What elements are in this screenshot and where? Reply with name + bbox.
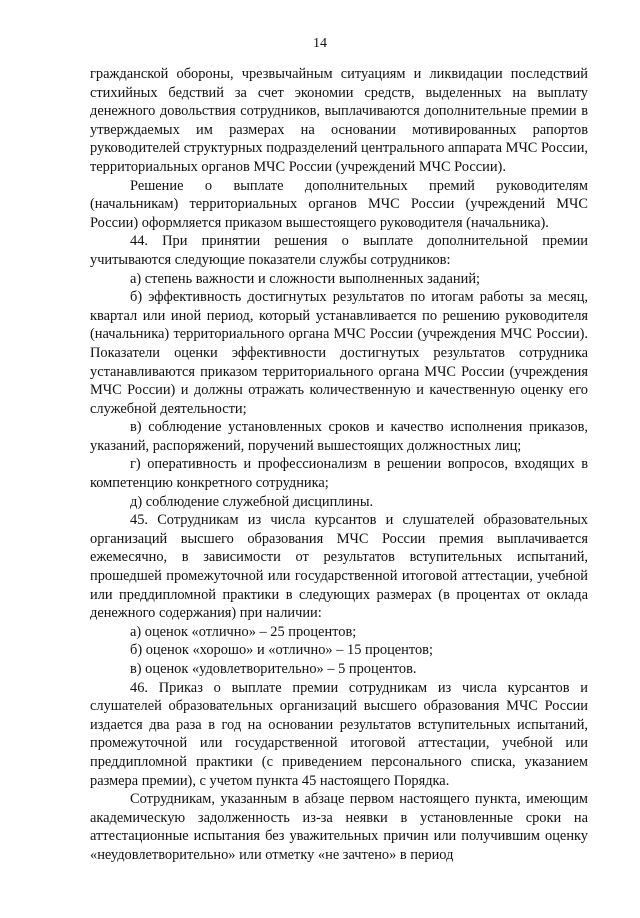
list-item-45v: в) оценок «удовлетворительно» – 5 процентов. [130,661,417,677]
paragraph-clause-45: 45. Сотрудникам из числа курсантов и слушателей образовательных организаций высшего образования МЧС России премия выплачивается ежемесячно, в зависимости от результатов вступительных испытаний, прошедшей промежуточной или государственной итоговой аттестации, учебной или преддипломной практики в следующих размерах (в процентах от оклада денежного содержания) при наличии: [90,512,588,622]
paragraph-decision: Решение о выплате дополнительных премий руководителям (начальникам) территориальных органов МЧС России (учреждений МЧС России) оформляется приказом вышестоящего руководителя (начальника). [90,177,588,231]
list-item-44v: в) соблюдение установленных сроков и качество исполнения приказов, указаний, распоряжений, поручений вышестоящих должностных лиц; [90,419,588,454]
page-number: 14 [313,36,327,51]
paragraph-clause-44: 44. При принятии решения о выплате дополнительной премии учитываются следующие показатели службы сотрудников: [90,233,588,268]
paragraph-academic-debt: Сотрудникам, указанным в абзаце первом настоящего пункта, имеющим академическую задолженность из-за неявки в установленные сроки на аттестационные испытания без уважительных причин или получившим оценку «неудовлетворительно» или отметку «не зачтено» в период [90,791,588,863]
list-item-44g: г) оперативность и профессионализм в решении вопросов, входящих в компетенцию конкретного сотрудника; [90,456,588,492]
paragraph-continuation: гражданской обороны, чрезвычайным ситуациям и ликвидации последствий стихийных бедствий за счет экономии средств, выделенных на выплату денежного довольствия сотрудников, выплачиваются дополнительные премии в утверждаемых им размерах на основании мотивированных рапортов руководителей структурных подразделений центрального аппарата МЧС России, территориальных органов МЧС России (учреждений МЧС России). [90,66,588,175]
list-item-45b: б) оценок «хорошо» и «отлично» – 15 процентов; [130,642,433,659]
paragraph-clause-46: 46. Приказ о выплате премии сотрудникам из числа курсантов и слушателей образовательных организаций высшего образования МЧС России издается два раза в год на основании результатов вступительных испытаний, промежуточной или государственной итоговой аттестации, учебной или преддипломной практики (с приведением персонального списка, указанием размера премии), с учетом пункта 45 настоящего Порядка. [90,679,588,789]
list-item-44b: б) эффективность достигнутых результатов по итогам работы за месяц, квартал или иной период, который устанавливается по решению руководителя (начальника) территориального органа МЧС России (учреждения МЧС России). Показатели оценки эффективности достигнутых результатов сотрудника устанавливаются приказом территориального органа МЧС России (учреждения МЧС России) и должны отражать количественную и качественную оценку его служебной деятельности; [90,289,588,417]
document-body [90,65,588,865]
list-item-45a: а) оценок «отлично» – 25 процентов; [130,623,357,640]
list-item-44a: а) степень важности и сложности выполненных заданий; [130,270,481,287]
list-item-44d: д) соблюдение служебной дисциплины. [130,493,374,510]
